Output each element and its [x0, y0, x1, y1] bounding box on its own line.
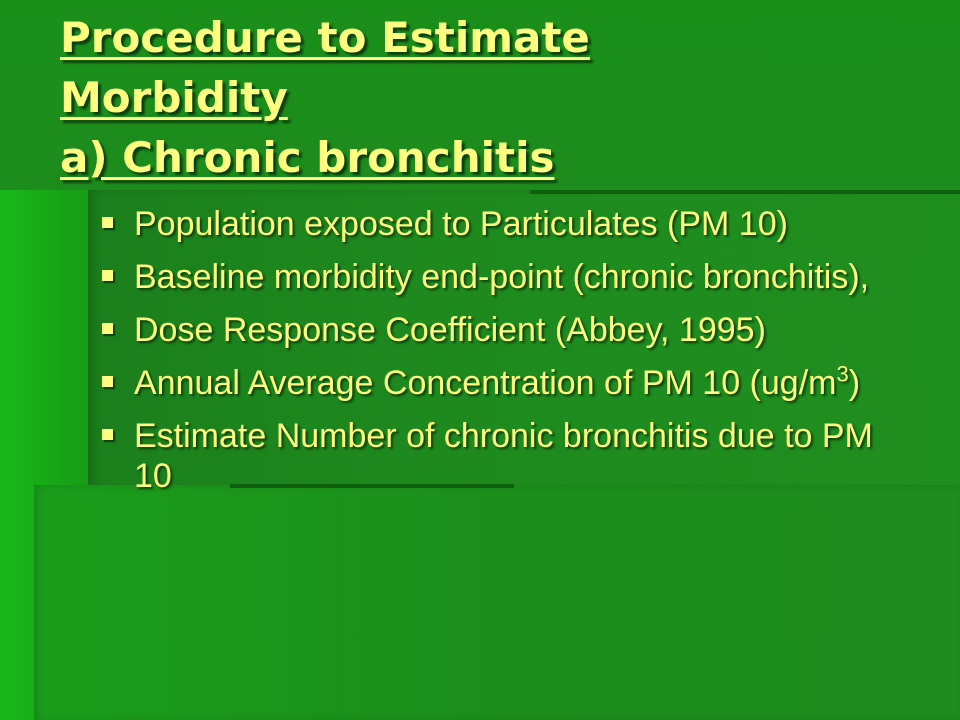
bullet-item [100, 416, 920, 496]
bullet-text-main: Annual Average Concentration of PM 10 (ug/m [134, 364, 837, 402]
background-panel-lower [34, 485, 960, 720]
bullet-text: Dose Response Coefficient (Abbey, 1995) [134, 311, 766, 349]
bullet-text-end: ) [848, 364, 861, 402]
bullet-item [100, 257, 920, 297]
decorative-divider-top [530, 190, 960, 194]
bullet-item [100, 204, 920, 244]
bullet-text [134, 361, 861, 402]
slide-title [60, 8, 940, 188]
square-bullet-icon [102, 376, 113, 387]
bullet-item [100, 310, 920, 350]
square-bullet-icon [102, 429, 113, 440]
bullet-text: Population exposed to Particulates (PM 10) [134, 205, 788, 243]
bullet-text: Estimate Number of chronic bronchitis due to PM 10 [134, 417, 873, 495]
bullet-text: Baseline morbidity end-point (chronic bronchitis), [134, 258, 870, 296]
bullet-item [100, 363, 920, 403]
square-bullet-icon [102, 217, 113, 228]
title-line-2: Morbidity [60, 73, 288, 122]
square-bullet-icon [102, 270, 113, 281]
title-line-3: a) Chronic bronchitis [60, 133, 555, 182]
title-line-1: Procedure to Estimate [60, 13, 590, 62]
superscript-exponent: 3 [836, 361, 849, 387]
square-bullet-icon [102, 323, 113, 334]
bullet-list [100, 204, 920, 509]
